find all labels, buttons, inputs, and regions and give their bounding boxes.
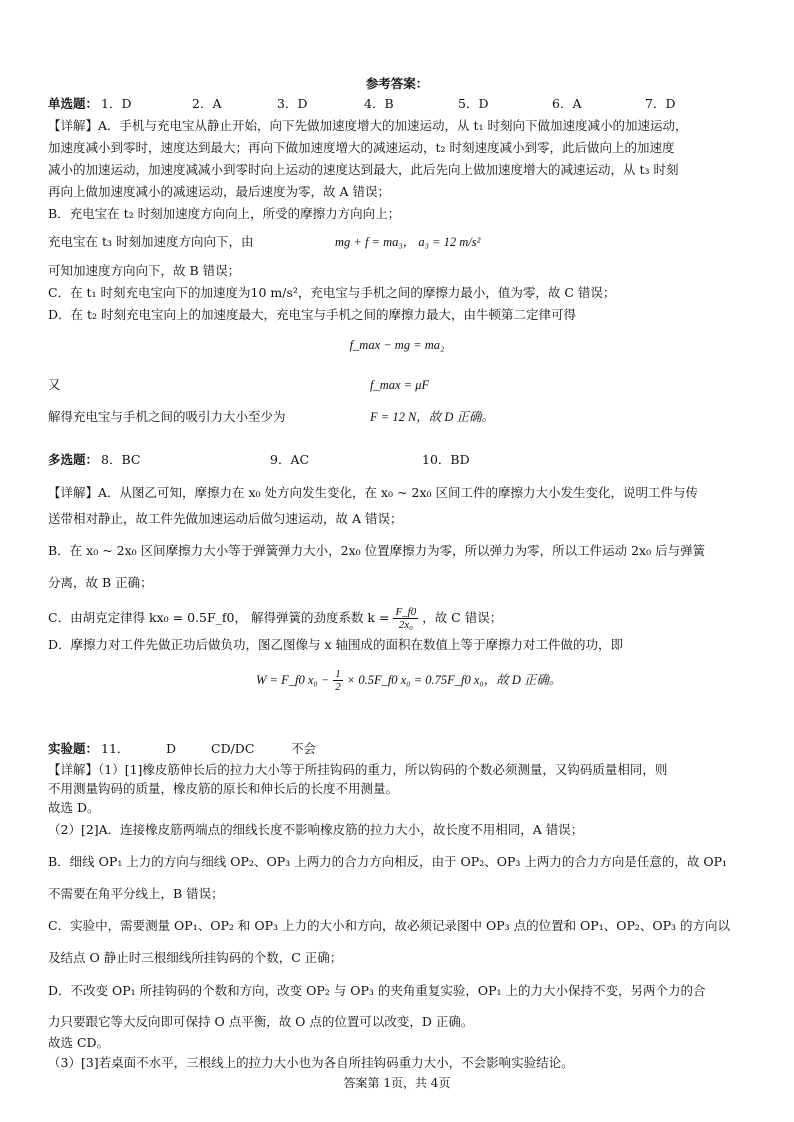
experiment-label: 实验题：	[48, 741, 99, 756]
single-you-line	[48, 377, 754, 393]
single-solve-line	[48, 409, 754, 425]
single-detail-line: 减小的加速运动，加速度减减小到零时向上运动的速度达到最大，此后先向上做加速度增大的减速运动，从 t₃ 时刻	[48, 162, 679, 177]
multi-c-line	[48, 606, 754, 631]
question-number: 11．	[101, 741, 130, 756]
experiment-answers	[48, 741, 754, 757]
single-b2-formula: mg + f = ma₃， a₃ = 12 m/s²	[335, 235, 481, 249]
exp-p2-d-line: D．不改变 OP₁ 所挂钩码的个数和方向，改变 OP₂ 与 OP₃ 的夹角重复实验，OP₁ 上的力大小保持不变，另两个力的合	[48, 983, 706, 998]
single-solve-text: 解得充电宝与手机之间的吸引力大小至少为	[48, 409, 286, 424]
formula-fmax-mg: f_max − mg = ma₂	[349, 338, 445, 352]
single-solve-formula: F = 12 N，故 D 正确。	[370, 410, 495, 424]
answer-4: 4．B	[364, 96, 394, 111]
single-b2-line	[48, 234, 754, 250]
answer-1: 1．D	[101, 96, 132, 111]
single-choice-answers	[48, 96, 754, 112]
exp-p2-d-line: 力只要跟它等大反向即可保持 O 点平衡，故 O 点的位置可以改变，D 正确。	[48, 1014, 474, 1029]
fraction-denominator: 2	[335, 681, 341, 693]
single-c-line: C．在 t₁ 时刻充电宝向下的加速度为10 m/s²，充电宝与手机之间的摩擦力最小，值为零，故 C 错误；	[48, 285, 616, 300]
multi-choice-answers	[48, 452, 754, 468]
single-detail-line: 【详解】A．手机与充电宝从静止开始，向下先做加速度增大的加速运动，从 t₁ 时刻向下做加速度减小的加速运动，	[48, 118, 688, 133]
answer-8: 8．BC	[101, 452, 141, 467]
multi-a-line: 送带相对静止，故工件先做加速运动后做匀速运动，故 A 错误；	[48, 511, 403, 526]
exp-p2-b-line: B．细线 OP₁ 上力的方向与细线 OP₂、OP₃ 上两力的合力方向相反，由于 OP₂、OP₃ 上两力的合力方向是任意的，故 OP₁	[48, 854, 728, 869]
answer-2: 2．A	[192, 96, 222, 111]
answer-11-2: CD/DC	[211, 741, 255, 756]
exp-p2-choice: 故选 CD。	[48, 1035, 110, 1050]
exp-p2-a-line: （2）[2]A．连接橡皮筋两端点的细线长度不影响橡皮筋的拉力大小，故长度不用相同，A 错误；	[48, 822, 584, 837]
exp-p1-line: 不用测量钩码的质量，橡皮筋的原长和伸长后的长度不用测量。	[48, 781, 399, 796]
answer-7: 7．D	[645, 96, 676, 111]
fraction-numerator: F_f0	[395, 606, 417, 618]
single-b-line: B．充电宝在 t₂ 时刻加速度方向向上，所受的摩擦力方向向上；	[48, 206, 401, 221]
exp-p3-line: （3）[3]若桌面不水平，三根线上的拉力大小也为各自所挂钩码重力大小，不会影响实验结论。	[48, 1055, 574, 1070]
fraction-denominator: 2x₀	[398, 619, 413, 631]
page-title: 参考答案：	[365, 76, 429, 91]
multi-b-line: B．在 x₀ ~ 2x₀ 区间摩擦力大小等于弹簧弹力大小，2x₀ 位置摩擦力为零，所以弹力为零，所以工件运动 2x₀ 后与弹簧	[48, 543, 706, 558]
formula-fmax-muF: f_max = μF	[370, 378, 430, 392]
multi-c-text: C．由胡克定律得 kx₀ = 0.5F_f0， 解得弹簧的劲度系数 k =	[48, 610, 390, 625]
single-b2-text: 充电宝在 t₃ 时刻加速度方向向下，由	[48, 234, 254, 249]
multi-d-line: D．摩擦力对工件先做正功后做负功，图乙图像与 x 轴围成的面积在数值上等于摩擦力对工件做的功，即	[48, 637, 624, 652]
exp-p2-b-line: 不需要在角平分线上，B 错误；	[48, 886, 224, 901]
single-b3-line: 可知加速度方向向下，故 B 错误；	[48, 263, 241, 278]
answer-3: 3．D	[277, 96, 308, 111]
answer-9: 9．AC	[270, 452, 310, 467]
single-choice-label: 单选题：	[48, 96, 99, 111]
answer-11-3: 不会	[291, 741, 317, 756]
answer-11-1: D	[166, 741, 177, 756]
single-you-text: 又	[48, 377, 61, 392]
work-formula-end: × 0.5F_f0 x₀ = 0.75F_f0 x₀，故 D 正确。	[346, 673, 562, 687]
fraction-numerator: 1	[335, 668, 341, 680]
single-detail-line: 再向上做加速度减小的减速运动，最后速度为零，故 A 错误；	[48, 184, 390, 199]
exp-p1-line: 【详解】（1）[1]橡皮筋伸长后的拉力大小等于所挂钩码的重力，所以钩码的个数必须测量，又钩码质量相同，则	[48, 762, 668, 777]
work-formula-start: W = F_f0 x₀ −	[256, 673, 330, 687]
exp-p2-c-line: 及结点 O 静止时三根细线所挂钩码的个数，C 正确；	[48, 950, 343, 965]
exp-p2-c-line: C．实验中，需要测量 OP₁、OP₂ 和 OP₃ 上力的大小和方向，故必须记录图中 OP₃ 点的位置和 OP₁、OP₂、OP₃ 的方向以	[48, 918, 731, 933]
work-formula-line	[256, 668, 754, 693]
multi-choice-label: 多选题：	[48, 452, 99, 467]
multi-b-line: 分离，故 B 正确；	[48, 575, 153, 590]
page-footer: 答案第 1页，共 4页	[343, 1076, 451, 1090]
answer-10: 10．BD	[422, 452, 470, 467]
half-fraction	[333, 668, 343, 693]
answer-5: 5．D	[458, 96, 489, 111]
multi-c-conclusion: ，故 C 错误；	[422, 610, 503, 625]
stiffness-fraction	[393, 606, 418, 631]
single-d-line: D．在 t₂ 时刻充电宝向上的加速度最大，充电宝与手机之间的摩擦力最大，由牛顿第二定律可得	[48, 307, 577, 322]
exp-p1-choice: 故选 D。	[48, 800, 100, 815]
multi-a-line: 【详解】A．从图乙可知，摩擦力在 x₀ 处方向发生变化，在 x₀ ~ 2x₀ 区间工件的摩擦力大小发生变化，说明工件与传	[48, 485, 698, 500]
answer-6: 6．A	[552, 96, 582, 111]
single-detail-line: 加速度减小到零时，速度达到最大；再向下做加速度增大的减速运动，t₂ 时刻速度减小到零，此后做向上的加速度	[48, 140, 675, 155]
